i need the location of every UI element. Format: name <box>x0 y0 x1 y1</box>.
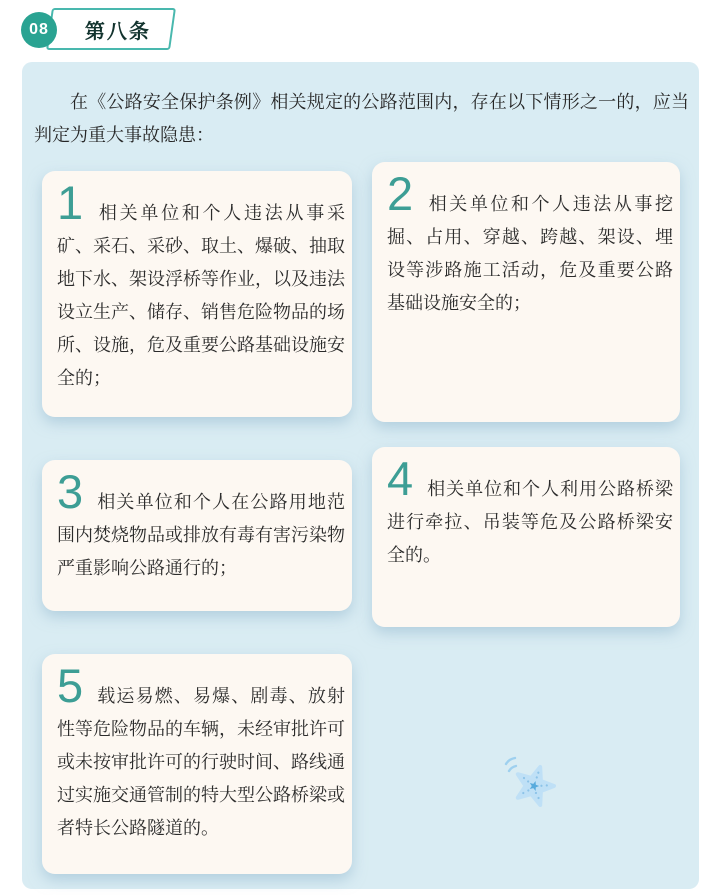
card-body-1: 相关单位和个人违法从事采矿、采石、采砂、取土、爆破、抽取地下水、架设浮桥等作业，以及违法设立生产、储存、销售危险物品的场所、设施，危及重要公路基础设施安全的； <box>57 203 345 388</box>
cards-grid <box>42 162 680 874</box>
card-body-2: 相关单位和个人违法从事挖掘、占用、穿越、跨越、架设、埋设等涉路施工活动，危及重要公路基础设施安全的； <box>387 194 673 313</box>
card-number-4: 4 <box>387 452 414 505</box>
intro-text: 在《公路安全保护条例》相关规定的公路范围内，存在以下情形之一的，应当判定为重大事故隐患： <box>34 92 689 145</box>
section-title-box <box>46 8 176 50</box>
card-text-1 <box>57 177 345 395</box>
card-number-3: 3 <box>57 465 84 518</box>
card-item-5 <box>42 654 352 874</box>
card-text-2 <box>387 168 673 320</box>
card-body-3: 相关单位和个人在公路用地范围内焚烧物品或排放有毒有害污染物严重影响公路通行的； <box>57 492 345 578</box>
column-right <box>372 162 680 874</box>
card-item-4 <box>372 447 680 627</box>
card-body-4: 相关单位和个人利用公路桥梁进行牵拉、吊装等危及公路桥梁安全的。 <box>387 479 673 565</box>
card-item-1 <box>42 171 352 417</box>
starfish-icon <box>500 752 562 814</box>
card-text-3 <box>57 466 345 585</box>
card-body-5: 载运易燃、易爆、剧毒、放射性等危险物品的车辆，未经审批许可或未按审批许可的行驶时间、路线通过实施交通管制的特大型公路桥梁或者特长公路隧道的。 <box>57 686 345 838</box>
card-text-4 <box>387 453 673 572</box>
card-item-2 <box>372 162 680 422</box>
column-left <box>42 162 352 874</box>
card-item-3 <box>42 460 352 611</box>
card-number-2: 2 <box>387 167 414 220</box>
section-title: 第八条 <box>85 20 151 43</box>
section-number-badge <box>21 12 57 48</box>
content-panel <box>22 62 699 889</box>
card-text-5 <box>57 660 345 845</box>
card-number-5: 5 <box>57 659 84 712</box>
section-number: 08 <box>29 21 49 38</box>
card-number-1: 1 <box>57 176 84 229</box>
